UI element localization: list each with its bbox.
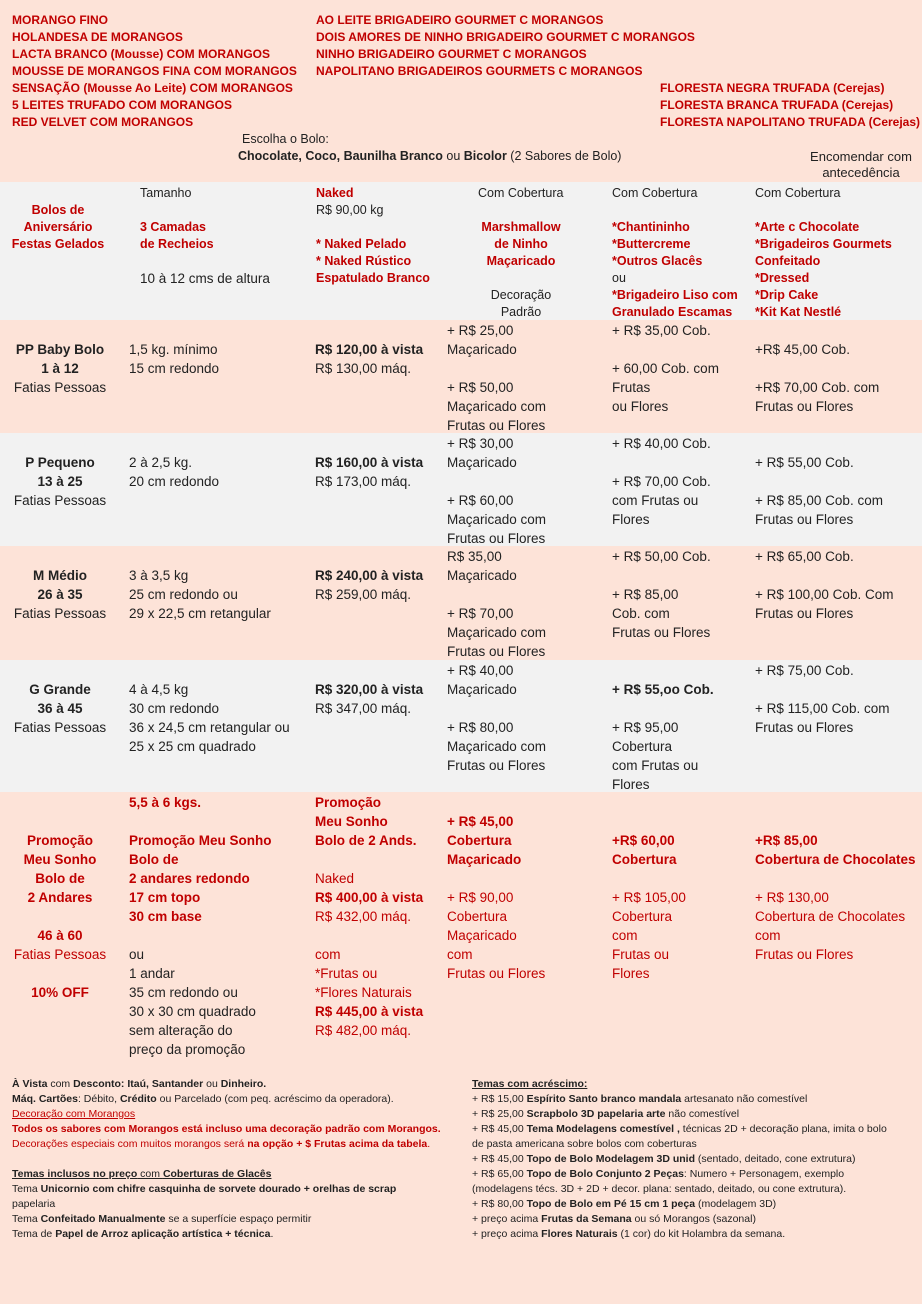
text-line: Promoção Meu Sonho [129,833,272,848]
text-line [612,340,719,359]
text-line: Frutas ou Flores [447,966,546,981]
text-line: Fatias Pessoas [13,720,107,735]
table-row [0,320,922,433]
header-c5-title: Com Cobertura [612,186,698,200]
text-line: MORANGO FINO [12,13,108,27]
theme-extra-item: + preço acima Frutas da Semana ou só Morangos (sazonal) [472,1213,756,1225]
promo-c6 [755,831,916,964]
flavor-list-3 [660,80,920,131]
text-line: preço da promoção [129,1042,246,1057]
text-line: ou Flores [612,399,669,414]
text-line: R$ 173,00 máq. [315,474,412,489]
text-line: HOLANDESA DE MORANGOS [12,30,183,44]
text-line: + R$ 100,00 Cob. Com [755,587,894,602]
text-line: + R$ 85,00 Cob. com [755,493,883,508]
text-line: Frutas ou Flores [447,418,546,433]
text-line: 2 andares redondo [129,871,250,886]
text-line: R$ 259,00 máq. [315,587,412,602]
text-line: R$ 240,00 à vista [315,568,424,583]
text-line: *Dressed [755,271,810,285]
theme-extra-item: + preço acima Flores Naturais (1 cor) do kit Holambra da semana. [472,1228,786,1240]
text-line: R$ 482,00 máq. [315,1023,412,1038]
text-line: + R$ 95,00 [612,720,679,735]
text-line: P Pequeno [25,455,95,470]
promo-naked [315,793,423,1040]
size-name [8,453,112,510]
text-line: + R$ 80,00 [447,720,514,735]
header-c6-title: Com Cobertura [755,186,841,200]
text-line: com [447,947,473,962]
text-line: + R$ 60,00 [447,493,514,508]
text-line: Meu Sonho [23,852,97,867]
text-line: MOUSSE DE MORANGOS FINA COM MORANGOS [12,64,297,78]
text-line: M Médio [33,568,87,583]
text-line: Cobertura de Chocolates [755,909,906,924]
text-line: Fatias Pessoas [13,606,107,621]
text-line: NAPOLITANO BRIGADEIROS GOURMETS C MORANGOS [316,64,643,78]
text-line: Bolo de [129,852,179,867]
text-line: Frutas ou Flores [612,625,711,640]
theme-extra-item: (modelagens técs. 3D + 2D + decor. plana: sentado, deitado, ou cone extrutura). [472,1183,847,1195]
text-line [447,699,546,718]
header-c6-list [755,219,892,321]
promo-title [8,831,112,945]
text-line: 13 à 25 [37,474,83,489]
text-line: LACTA BRANCO (Mousse) COM MORANGOS [12,47,270,61]
naked-price [315,680,423,718]
text-line: Espatulado Branco [316,271,430,285]
text-line: 15 cm redondo [129,361,220,376]
text-line: *Arte c Chocolate [755,220,860,234]
text-line: Bolos de [31,203,85,217]
naked-price [315,566,423,604]
text-line: Cobertura [447,833,512,848]
text-line: *Outros Glacês [612,254,703,268]
text-line: Frutas ou Flores [447,644,546,659]
text-line [447,359,546,378]
text-line: 30 cm redondo [129,701,220,716]
text-line: Frutas ou Flores [447,758,546,773]
coverage-price [612,680,714,794]
text-line [315,850,423,869]
text-line: Flores [612,966,650,981]
text-line: Flores [612,777,650,792]
text-line: Maçaricado [447,928,517,943]
coverage-price [612,547,711,642]
text-line: R$ 432,00 máq. [315,909,412,924]
text-line: + R$ 90,00 [447,890,514,905]
text-line: Maçaricado com [447,739,547,754]
text-line: R$ 160,00 à vista [315,455,424,470]
text-line: Cobertura [612,909,673,924]
marshmallow-price [447,434,546,548]
text-line: *Frutas ou [315,966,378,981]
text-line: Granulado Escamas [612,305,733,319]
text-line: com [612,928,638,943]
text-line: Marshmallow [481,220,561,234]
text-line: R$ 347,00 máq. [315,701,412,716]
flavor-list-1 [12,12,297,131]
text-line: + R$ 85,00 [612,587,679,602]
text-line: ou [612,271,626,285]
text-line: SENSAÇÃO (Mousse Ao Leite) COM MORANGOS [12,81,293,95]
text-line: 1 à 12 [41,361,79,376]
text-line: 1,5 kg. mínimo [129,342,218,357]
header-naked-title: Naked [316,186,354,200]
text-line: Cob. com [612,606,670,621]
text-line: ou [129,947,145,962]
text-line: Bolo de [35,871,85,886]
text-line [755,321,879,340]
text-line: Cobertura [612,852,677,867]
text-line: * Naked Pelado [316,237,407,251]
text-line: +R$ 45,00 Cob. [755,342,850,357]
text-line: R$ 120,00 à vista [315,342,424,357]
text-line: RED VELVET COM MORANGOS [12,115,194,129]
coverage-price [612,321,719,416]
size-name [8,340,112,397]
theme-extra-item: + R$ 45,00 Topo de Bolo Modelagem 3D unid (sentado, deitado, cone extrutura) [472,1153,856,1165]
text-line: Frutas ou Flores [755,720,854,735]
text-line: DOIS AMORES DE NINHO BRIGADEIRO GOURMET C MORANGOS [316,30,695,44]
theme-extra-item: de pasta americana sobre bolos com coberturas [472,1138,697,1150]
header-c4-note [466,287,576,321]
text-line: Frutas ou Flores [755,947,854,962]
text-line: *Brigadeiros Gourmets [755,237,892,251]
text-line: Frutas ou Flores [447,531,546,546]
text-line: de Recheios [140,237,214,251]
coverage-price [612,434,711,529]
text-line: * Naked Rústico [316,254,412,268]
header-size-title: Tamanho [140,186,192,200]
text-line: + R$ 35,00 Cob. [612,323,711,338]
text-line [129,812,272,831]
text-line: *Buttercreme [612,237,691,251]
text-line [755,434,883,453]
text-line: FLORESTA NEGRA TRUFADA (Cerejas) [660,81,885,95]
text-line: Decoração [490,288,552,302]
text-line: + R$ 75,00 Cob. [755,663,854,678]
text-line: + R$ 70,00 [447,606,514,621]
size-details [129,566,271,623]
text-line: R$ 445,00 à vista [315,1004,424,1019]
text-line [315,926,423,945]
text-line: R$ 320,00 à vista [315,682,424,697]
text-line: NINHO BRIGADEIRO GOURMET C MORANGOS [316,47,587,61]
text-line: Frutas [612,380,651,395]
text-line: + R$ 55,00 Cob. [755,455,854,470]
header-layers [140,219,214,253]
text-line: AO LEITE BRIGADEIRO GOURMET C MORANGOS [316,13,604,27]
text-line: Naked [315,871,355,886]
size-name [8,566,112,623]
text-line: R$ 35,00 [447,549,502,564]
text-line: 17 cm topo [129,890,201,905]
choose-cake-options: Chocolate, Coco, Baunilha Branco ou Bicolor (2 Sabores de Bolo) [238,149,622,163]
text-line: 25 x 25 cm quadrado [129,739,256,754]
promo-row [0,792,922,1057]
text-line: 1 andar [129,966,175,981]
naked-price [315,453,423,491]
flavor-list-2 [316,12,695,80]
text-line: 3 Camadas [140,220,207,234]
text-line: R$ 130,00 máq. [315,361,412,376]
chocolate-price [755,661,889,737]
text-line [612,699,714,718]
text-line: 3 à 3,5 kg [129,568,189,583]
text-line: Maçaricado [447,342,517,357]
text-line: + R$ 130,00 [755,890,829,905]
text-line: FLORESTA NAPOLITANO TRUFADA (Cerejas) [660,115,921,129]
text-line: G Grande [29,682,91,697]
text-line: +R$ 85,00 [755,833,818,848]
text-line [755,566,893,585]
text-line: FLORESTA BRANCA TRUFADA (Cerejas) [660,98,894,112]
promo-unit: Fatias Pessoas [13,947,107,962]
naked-price [315,340,423,378]
text-line: 20 cm redondo [129,474,220,489]
text-line [755,680,889,699]
promo-c4 [447,812,545,983]
text-line: Cobertura [447,909,508,924]
text-line: Cobertura de Chocolates [755,852,916,867]
text-line: Maçaricado [447,682,517,697]
header-height: 10 à 12 cms de altura [140,271,270,286]
marshmallow-price [447,547,546,661]
text-line: Maçaricado [486,254,556,268]
text-line: Fatias Pessoas [13,493,107,508]
text-line: 25 cm redondo ou [129,587,238,602]
text-line: 46 à 60 [37,928,83,943]
text-line: antecedência [822,165,900,180]
advance-order-note [800,149,922,181]
text-line: *Chantininho [612,220,690,234]
text-line: com [315,947,341,962]
text-line: PP Baby Bolo [15,342,105,357]
text-line: + R$ 105,00 [612,890,686,905]
text-line: + R$ 30,00 [447,436,514,451]
text-line: Confeitado [755,254,821,268]
themes-extra: Temas com acréscimo: + R$ 15,00 Espírito Santo branco mandala artesanato não comestível + R$ 25,00 Scrapbolo 3D papelaria arte não comestível + R$ 45,00 Tema Modelagens comestível , técnicas 2D + decoração plana, imita o bolo de pasta americana sobre bolos com coberturas + R$ 45,00 Topo de Bolo Modelagem 3D unid (sentado, deitado, cone extrutura) + R$ 65,00 Topo de Bolo Conjunto 2 Peças: Numero + Personagem, exemplo (modelagens técs. 3D + 2D + decor. plana: sentado, deitado, ou cone extrutura). + R$ 80,00 Topo de Bolo em Pé 15 cm 1 peça (modelagem 3D) + preço acima Frutas da Semana ou só Morangos (sazonal) + preço acima Flores Naturais (1 cor) do kit Holambra da semana. [472,1077,917,1242]
theme-extra-item: + R$ 45,00 Tema Modelagens comestível , técnicas 2D + decoração plana, imita o bolo [472,1123,887,1135]
text-line: 26 à 35 [37,587,83,602]
text-line: Maçaricado [447,455,517,470]
chocolate-price [755,321,879,416]
text-line: + R$ 45,00 [447,814,514,829]
payment-notes: À Vista com Desconto: Itaú, Santander ou Dinheiro. Máq. Cartões: Débito, Crédito ou Parcelado (com peq. acréscimo da operadora). Decoração com Morangos Todos os sabores com Morangos está incluso uma decoração padrão com Morangos. Decorações especiais com muitos morangos será na opção + $ Frutas acima da tabela. [12,1078,441,1150]
text-line: + R$ 70,00 Cob. [612,474,711,489]
size-details [129,340,219,378]
text-line: +R$ 70,00 Cob. com [755,380,880,395]
text-line: + 60,00 Cob. com [612,361,719,376]
text-line [755,359,879,378]
text-line: + R$ 65,00 Cob. [755,549,854,564]
text-line: Aniversário [23,220,93,234]
theme-extra-item: + R$ 25,00 Scrapbolo 3D papelaria arte não comestível [472,1108,740,1120]
marshmallow-price [447,321,546,435]
text-line [755,869,916,888]
text-line [755,472,883,491]
text-line [447,585,546,604]
text-line: + R$ 50,00 [447,380,514,395]
theme-extra-item: + R$ 15,00 Espírito Santo branco mandala artesanato não comestível [472,1093,808,1105]
text-line: Frutas ou [612,947,670,962]
promo-c5 [612,831,686,983]
table-row [0,546,922,660]
promo-size [129,793,272,1059]
themes-included: Temas inclusos no preço com Coberturas de Glacês Tema Unicornio com chifre casquinha de sorvete dourado + orelhas de scrap papelaria Tema Confeitado Manualmente se a superfície espaço permitir Tema de Papel de Arroz aplicação artística + técnica. [12,1168,397,1240]
theme-extra-item: + R$ 80,00 Topo de Bolo em Pé 15 cm 1 peça (modelagem 3D) [472,1198,777,1210]
text-line: de Ninho [494,237,548,251]
text-line: + R$ 40,00 Cob. [612,436,711,451]
promo-discount: 10% OFF [31,985,89,1000]
text-line: Maçaricado com [447,512,547,527]
text-line: *Drip Cake [755,288,819,302]
header-naked-price: R$ 90,00 kg [316,203,384,217]
text-line: Maçaricado com [447,399,547,414]
choose-cake-label: Escolha o Bolo: [242,132,329,146]
text-line: Promoção [315,795,382,810]
text-line: 2 Andares [27,890,93,905]
table-row [0,433,922,546]
text-line [612,869,686,888]
chocolate-price [755,434,883,529]
text-line: com [755,928,781,943]
text-line: Festas Gelados [11,237,105,251]
header-c4-title: Com Cobertura [478,186,564,200]
text-line: 4 à 4,5 kg [129,682,189,697]
size-name [8,680,112,737]
text-line: *Kit Kat Nestlé [755,305,842,319]
text-line: 30 x 30 cm quadrado [129,1004,256,1019]
text-line [447,472,546,491]
size-details [129,680,290,756]
header-c4-marshmallow [466,219,576,270]
text-line: + R$ 55,oo Cob. [612,682,714,697]
chocolate-price [755,547,893,623]
text-line: sem alteração do [129,1023,233,1038]
marshmallow-price [447,661,546,775]
text-line: +R$ 60,00 [612,833,675,848]
text-line: 36 à 45 [37,701,83,716]
text-line: 2 à 2,5 kg. [129,455,193,470]
text-line: Maçaricado com [447,625,547,640]
text-line: Frutas ou Flores [755,512,854,527]
text-line: 35 cm redondo ou [129,985,238,1000]
text-line: Meu Sonho [315,814,388,829]
text-line: *Brigadeiro Liso com [612,288,738,302]
text-line: 29 x 22,5 cm retangular [129,606,271,621]
header-cakes [8,202,108,253]
text-line: Cobertura [612,739,673,754]
text-line: 5 LEITES TRUFADO COM MORANGOS [12,98,233,112]
header-c5-list [612,219,738,321]
text-line: + R$ 40,00 [447,663,514,678]
theme-extra-item: + R$ 65,00 Topo de Bolo Conjunto 2 Peças: Numero + Personagem, exemplo [472,1168,845,1180]
text-line: Encomendar com [810,149,912,164]
table-header [0,182,922,320]
text-line [129,926,272,945]
text-line: *Flores Naturais [315,985,412,1000]
table-row [0,660,922,792]
text-line [8,907,112,926]
text-line: com Frutas ou [612,758,699,773]
text-line: 30 cm base [129,909,202,924]
text-line [612,566,711,585]
text-line: Flores [612,512,650,527]
text-line: 36 x 24,5 cm retangular ou [129,720,290,735]
text-line: Promoção [26,833,94,848]
text-line: + R$ 50,00 Cob. [612,549,711,564]
text-line: Frutas ou Flores [755,606,854,621]
text-line [447,869,545,888]
text-line: 5,5 à 6 kgs. [129,795,202,810]
text-line: Fatias Pessoas [13,380,107,395]
text-line: Maçaricado [447,568,517,583]
text-line: Maçaricado [447,852,522,867]
text-line: + R$ 25,00 [447,323,514,338]
text-line: Frutas ou Flores [755,399,854,414]
text-line: R$ 400,00 à vista [315,890,424,905]
text-line: + R$ 115,00 Cob. com [755,701,890,716]
text-line [612,453,711,472]
text-line: Padrão [500,305,542,319]
text-line: Bolo de 2 Ands. [315,833,417,848]
size-details [129,453,219,491]
text-line: com Frutas ou [612,493,699,508]
header-naked-types [316,236,430,287]
